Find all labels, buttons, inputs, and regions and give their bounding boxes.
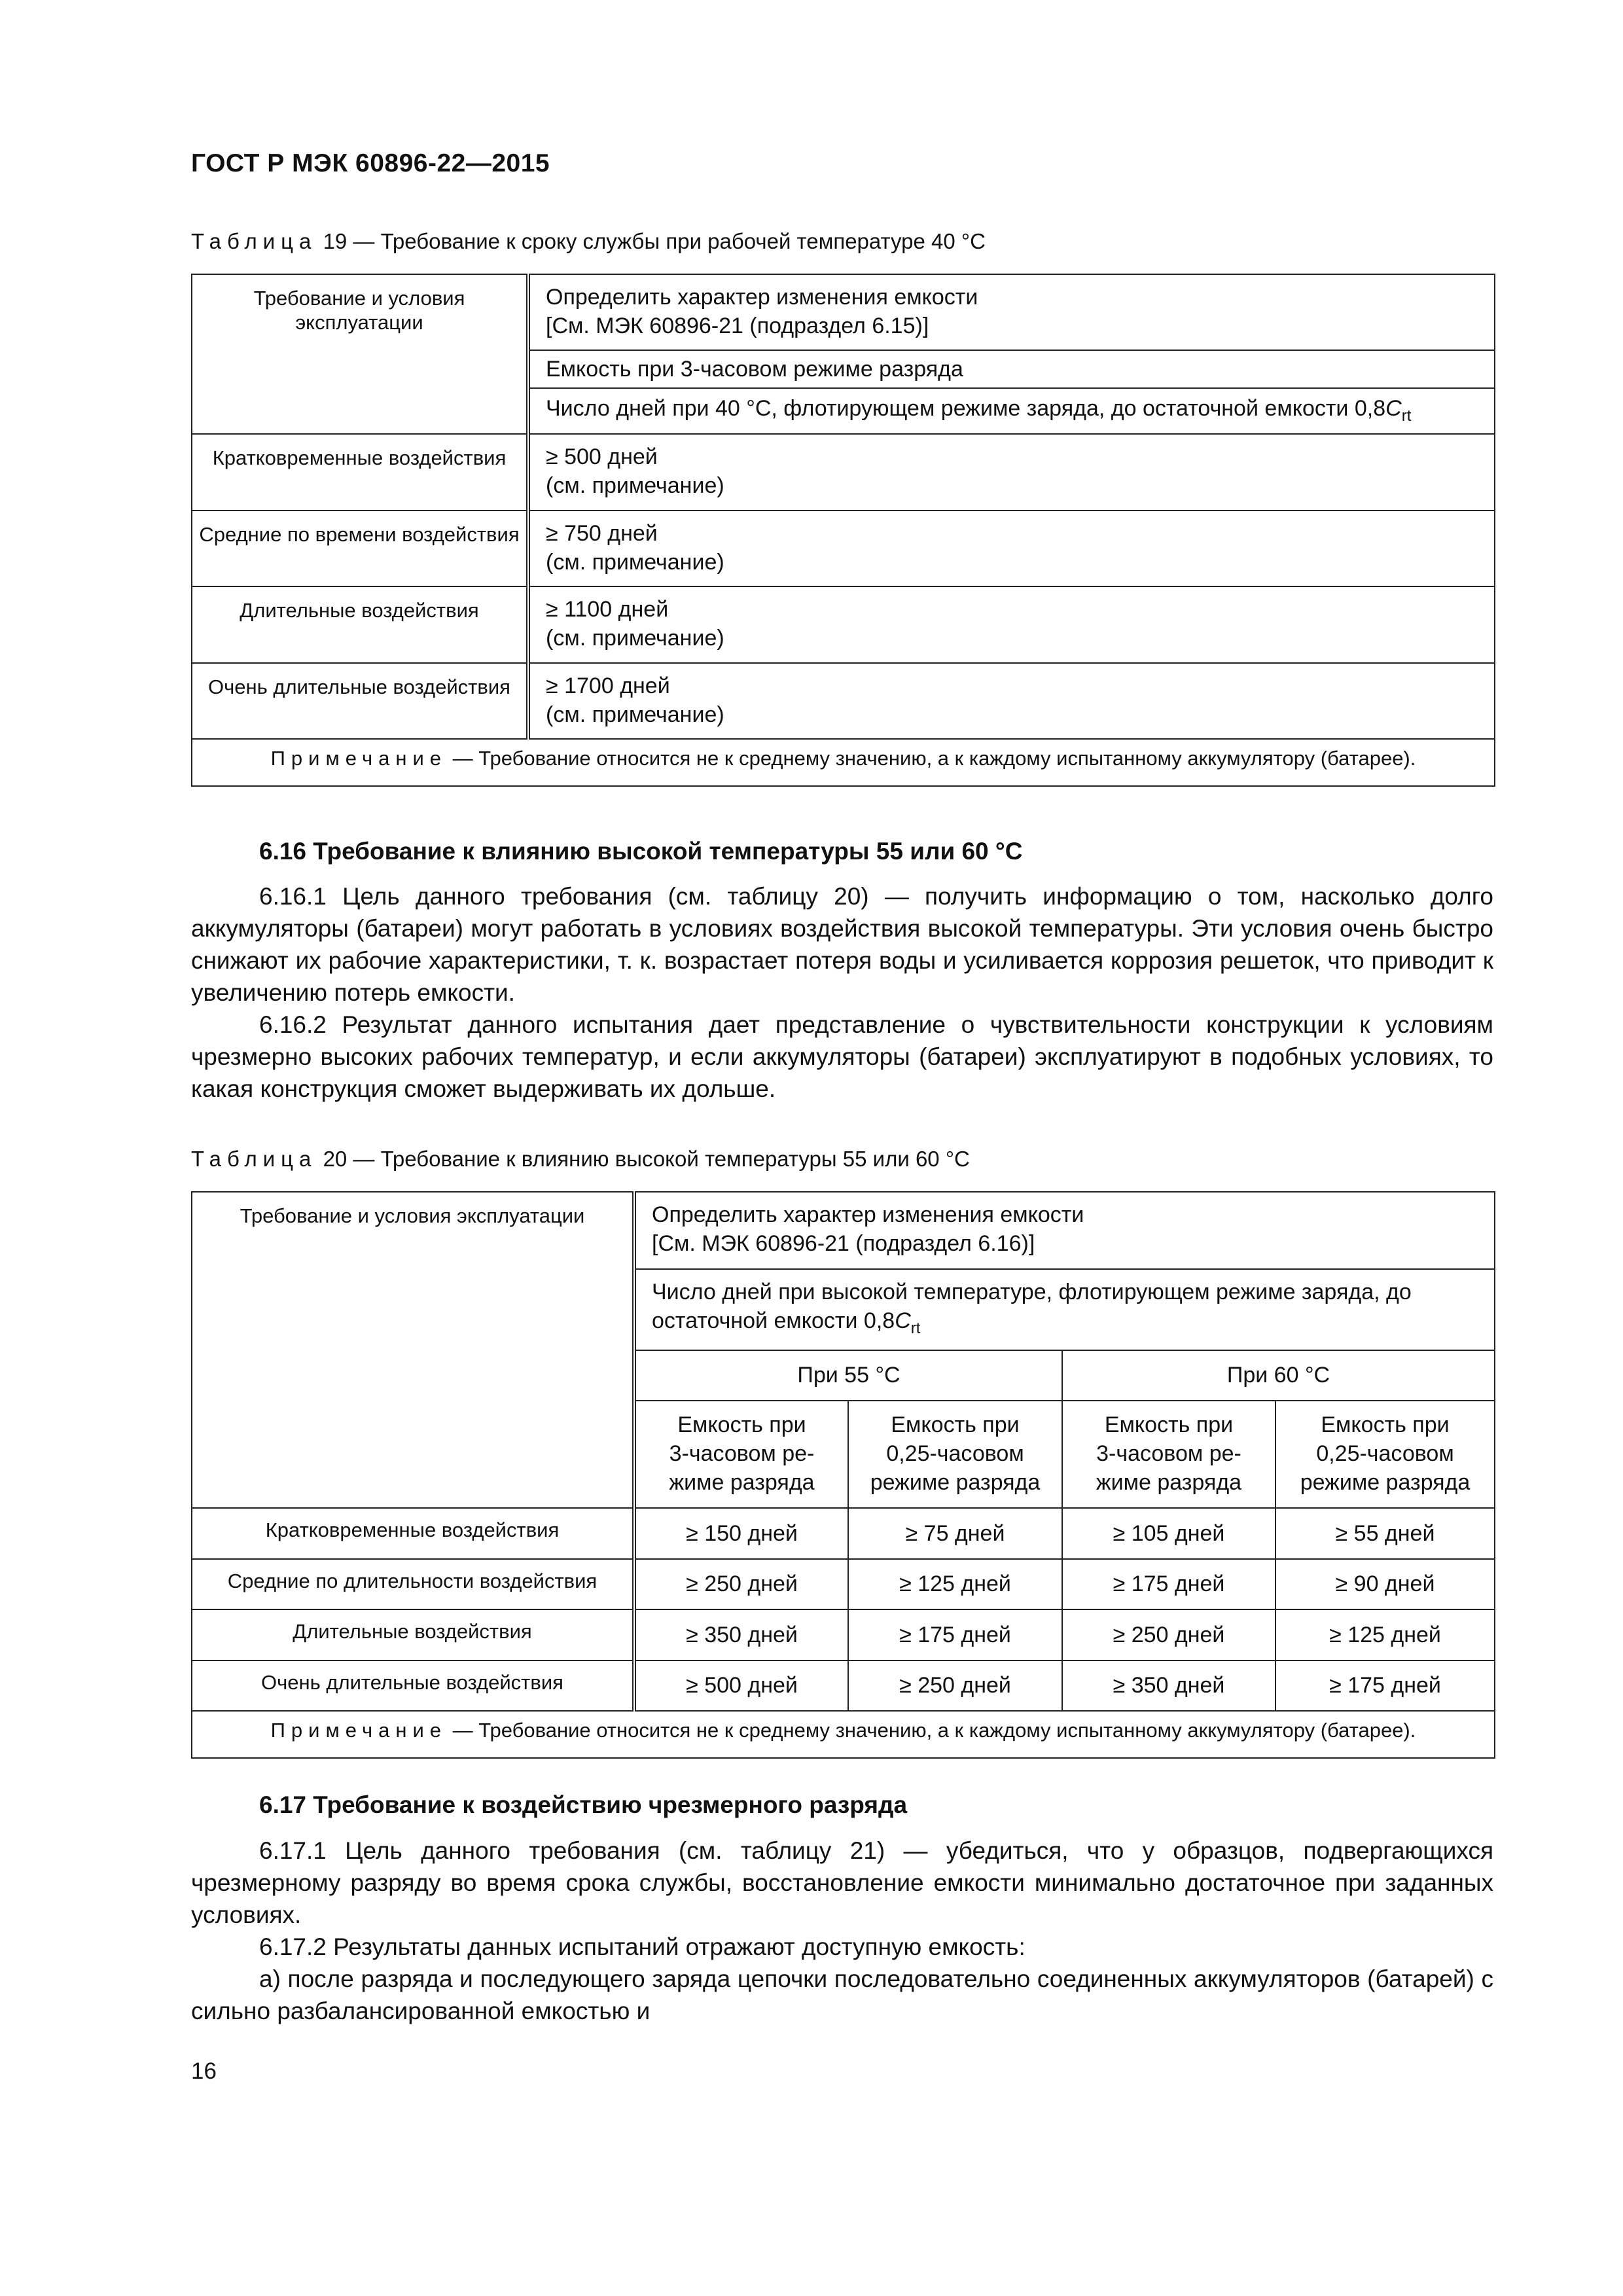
table20-cell: ≥ 175 дней (848, 1609, 1062, 1660)
row-value-text: ≥ 1100 дней (546, 597, 669, 622)
paragraph-6172-a: а) после разряда и последующего заряда цепочки последовательно соединенных аккумуляторов (батарей) с сильно разбалансированной емкостью и (191, 1965, 1493, 2024)
table20-cell: ≥ 90 дней (1275, 1559, 1495, 1609)
paragraph-6171: 6.17.1 Цель данного требования (см. таблицу 21) — убедиться, что у образцов, подвергающихся чрезмерному разряду во время срока службы, восстановление емкости минимально достаточное при заданных условиях. (191, 1837, 1493, 1928)
table20-cell: ≥ 55 дней (1275, 1508, 1495, 1559)
table19-caption (191, 229, 986, 254)
table19-row-label: Средние по времени воздействия (192, 511, 528, 586)
table20-cell: ≥ 350 дней (1062, 1660, 1275, 1711)
page-number: 16 (191, 2058, 217, 2084)
table-row (192, 1559, 1495, 1609)
table19-right-header (528, 274, 1495, 350)
table-20 (191, 1191, 1495, 1759)
table20-cell: ≥ 250 дней (1062, 1609, 1275, 1660)
note-prefix: Примечание (270, 747, 448, 770)
row-value-text: ≥ 1700 дней (546, 673, 670, 698)
table20-caption (191, 1147, 970, 1172)
section-616-body (191, 880, 1493, 1105)
table20-cell: ≥ 75 дней (848, 1508, 1062, 1559)
table20-c-symbol: C (895, 1308, 911, 1333)
table19-header-line1: Определить характер изменения емкости (546, 285, 978, 310)
row-note-text: (см. примечание) (546, 550, 724, 575)
table-row (192, 511, 1495, 586)
table20-row-label: Очень длительные воздействия (192, 1660, 634, 1711)
row-note-text: (см. примечание) (546, 702, 724, 727)
note-prefix: Примечание (270, 1719, 448, 1742)
row-note-text: (см. примечание) (546, 626, 724, 651)
note-text: — Требование относится не к среднему значению, а к каждому испытанному аккумулятору (батарее). (447, 1719, 1416, 1742)
col-header-line: Емкость при (891, 1412, 1020, 1437)
col-header-line: Емкость при (677, 1412, 806, 1437)
table20-col-header (634, 1401, 848, 1508)
table19-row-label: Кратковременные воздействия (192, 434, 528, 511)
col-header-line: 0,25-часовом (886, 1441, 1024, 1466)
table20-right-header (634, 1192, 1495, 1269)
table19-row-label: Очень длительные воздействия (192, 663, 528, 739)
row-note-text: (см. примечание) (546, 473, 724, 498)
col-header-line: жиме разряда (1096, 1470, 1242, 1495)
table19-note (192, 739, 1495, 786)
paragraph-6162: 6.16.2 Результат данного испытания дает представление о чувствительности конструкции к условиям чрезмерно высоких рабочих температур, и если аккумуляторы (батареи) эксплуатируют в подобных условиях, то какая конструкция сможет выдерживать их дольше. (191, 1011, 1493, 1102)
table19-row-value (528, 586, 1495, 663)
table20-days-line1: Число дней при высокой температуре, флотирующем режиме заряда, до (652, 1280, 1412, 1304)
table20-temp-60: При 60 °С (1062, 1350, 1495, 1401)
table20-days-row (634, 1269, 1495, 1350)
section-616-title: 6.16 Требование к влиянию высокой температуры 55 или 60 °С (259, 838, 1023, 865)
table19-left-header: Требование и условия эксплуатации (192, 274, 528, 434)
col-header-line: 3-часовом ре- (669, 1441, 815, 1466)
table20-note (192, 1711, 1495, 1758)
table20-left-header: Требование и условия эксплуатации (192, 1192, 634, 1508)
table19-days-row (528, 388, 1495, 434)
table19-caption-prefix: Таблица (191, 229, 317, 253)
paragraph-6161: 6.16.1 Цель данного требования (см. таблицу 20) — получить информацию о том, насколько долго аккумуляторы (батареи) могут работать в условиях воздействия высокой температуры. Эти условия очень быстро снижают их рабочие характеристики, т. к. возрастает потеря воды и усиливается коррозия решеток, что приводит к увеличению потерь емкости. (191, 883, 1493, 1006)
section-617-title: 6.17 Требование к воздействию чрезмерного разряда (259, 1791, 908, 1818)
col-header-line: Емкость при (1321, 1412, 1450, 1437)
table19-row-value (528, 434, 1495, 511)
note-text: — Требование относится не к среднему значению, а к каждому испытанному аккумулятору (батарее). (447, 747, 1416, 770)
table20-days-line2-text: остаточной емкости 0,8 (652, 1308, 895, 1333)
table20-cell: ≥ 150 дней (634, 1508, 848, 1559)
document-header: ГОСТ Р МЭК 60896-22—2015 (191, 149, 550, 177)
table-row (192, 434, 1495, 511)
table20-cell: ≥ 500 дней (634, 1660, 848, 1711)
col-header-line: Емкость при (1104, 1412, 1234, 1437)
table-row (192, 1660, 1495, 1711)
table20-c-subscript: rt (910, 1319, 921, 1337)
table19-row-value (528, 663, 1495, 739)
col-header-line: режиме разряда (1300, 1470, 1471, 1495)
row-value-text: ≥ 750 дней (546, 521, 658, 546)
table20-cell: ≥ 125 дней (1275, 1609, 1495, 1660)
row-value-text: ≥ 500 дней (546, 444, 658, 469)
table20-cell: ≥ 125 дней (848, 1559, 1062, 1609)
table20-cell: ≥ 250 дней (848, 1660, 1062, 1711)
table20-cell: ≥ 175 дней (1062, 1559, 1275, 1609)
table19-c-symbol: C (1385, 396, 1402, 421)
table-row (192, 586, 1495, 663)
table20-col-header (1275, 1401, 1495, 1508)
table20-days-line2 (652, 1306, 1494, 1343)
table19-c-subscript: rt (1401, 407, 1412, 425)
table20-cell: ≥ 175 дней (1275, 1660, 1495, 1711)
table19-days-text: Число дней при 40 °С, флотирующем режиме заряда, до остаточной емкости 0,8 (546, 396, 1386, 421)
table20-row-label: Средние по длительности воздействия (192, 1559, 634, 1609)
table20-row-label: Кратковременные воздействия (192, 1508, 634, 1559)
table20-caption-prefix: Таблица (191, 1147, 317, 1171)
table19-header-line2: [См. МЭК 60896-21 (подраздел 6.15)] (546, 314, 929, 338)
table-row (192, 1609, 1495, 1660)
table-row (192, 663, 1495, 739)
table19-row-value (528, 511, 1495, 586)
col-header-line: жиме разряда (669, 1470, 815, 1495)
table20-caption-text: 20 — Требование к влиянию высокой температуры 55 или 60 °С (323, 1147, 970, 1171)
table20-header-line1: Определить характер изменения емкости (652, 1202, 1084, 1227)
col-header-line: 0,25-часовом (1316, 1441, 1454, 1466)
section-617-body (191, 1835, 1493, 2027)
table20-header-line2: [См. МЭК 60896-21 (подраздел 6.16)] (652, 1231, 1035, 1256)
table20-col-header (848, 1401, 1062, 1508)
table19-caption-text: 19 — Требование к сроку службы при рабочей температуре 40 °С (323, 229, 986, 253)
table20-temp-55: При 55 °С (634, 1350, 1062, 1401)
table-row (192, 1508, 1495, 1559)
table-19 (191, 274, 1495, 787)
table19-capacity-row: Емкость при 3-часовом режиме разряда (528, 350, 1495, 388)
col-header-line: 3-часовом ре- (1096, 1441, 1241, 1466)
paragraph-6172: 6.17.2 Результаты данных испытаний отражают доступную емкость: (259, 1933, 1026, 1960)
table20-row-label: Длительные воздействия (192, 1609, 634, 1660)
col-header-line: режиме разряда (870, 1470, 1041, 1495)
table20-col-header (1062, 1401, 1275, 1508)
table20-cell: ≥ 105 дней (1062, 1508, 1275, 1559)
table19-row-label: Длительные воздействия (192, 586, 528, 663)
table20-cell: ≥ 350 дней (634, 1609, 848, 1660)
table20-cell: ≥ 250 дней (634, 1559, 848, 1609)
